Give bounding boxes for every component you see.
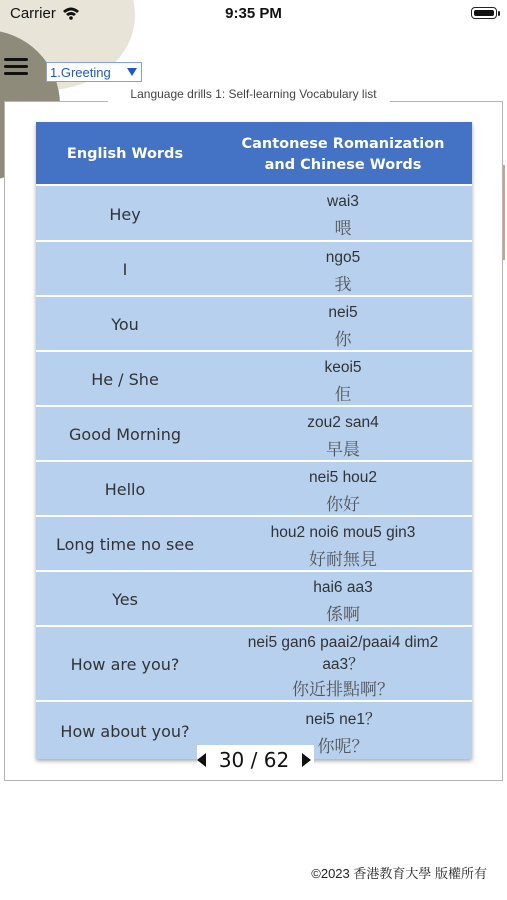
carrier-label: Carrier <box>10 5 56 22</box>
chinese-word: 你呢？ <box>317 737 369 756</box>
chinese-word: 好耐無見 <box>309 550 377 569</box>
chinese-word: 你近排點啊？ <box>292 680 394 699</box>
table-row <box>36 625 472 700</box>
lesson-select[interactable] <box>46 62 142 82</box>
battery-icon <box>471 7 497 19</box>
chinese-word: 你好 <box>326 495 360 514</box>
column-header-line: Cantonese Romanization <box>241 136 445 152</box>
chinese-word: 你 <box>334 330 352 349</box>
hamburger-menu-icon[interactable] <box>4 58 28 78</box>
romanization: hai6 aa3 <box>313 579 373 596</box>
chinese-word: 係啊 <box>326 605 360 624</box>
clock: 9:35 PM <box>225 5 282 22</box>
english-word: Good Morning <box>69 425 181 444</box>
column-header-english: English Words <box>66 146 184 162</box>
pager <box>197 745 314 775</box>
prev-page-icon[interactable] <box>197 753 206 767</box>
table-row <box>36 240 472 295</box>
romanization: hou2 noi6 mou5 gin3 <box>270 524 416 541</box>
table-row <box>36 515 472 570</box>
table-row <box>36 350 472 405</box>
table-row <box>36 460 472 515</box>
lesson-select-value: 1.Greeting <box>50 65 111 80</box>
english-word: Hello <box>104 480 146 499</box>
status-bar <box>0 0 507 28</box>
romanization: aa3？ <box>322 656 364 673</box>
table-row <box>36 405 472 460</box>
copyright-footer: ©2023 香港教育大學 版權所有 <box>311 866 487 881</box>
romanization: nei5 gan6 paai2/paai4 dim2 <box>247 634 439 651</box>
romanization: nei5 hou2 <box>308 469 378 486</box>
dropdown-arrow-icon <box>127 68 137 76</box>
english-word: He / She <box>91 370 159 389</box>
vocabulary-table[interactable] <box>36 122 472 759</box>
table-header <box>36 122 472 184</box>
battery-tip <box>498 11 500 16</box>
table-row <box>36 570 472 625</box>
english-word: Long time no see <box>55 535 195 554</box>
english-word: You <box>111 315 139 334</box>
table-row <box>36 184 472 240</box>
page-title: Language drills 1: Self-learning Vocabulary list <box>130 87 377 101</box>
romanization: wai3 <box>327 193 359 210</box>
romanization: keoi5 <box>324 359 362 376</box>
column-header-cantonese <box>214 134 472 176</box>
chinese-word: 早晨 <box>326 440 360 459</box>
column-header-line: and Chinese Words <box>264 157 422 173</box>
romanization: zou2 san4 <box>307 414 379 431</box>
chinese-word: 佢 <box>334 385 352 404</box>
chinese-word: 喂 <box>334 219 352 238</box>
english-word: Hey <box>109 205 141 224</box>
romanization: nei5 <box>328 304 358 321</box>
chinese-word: 我 <box>334 275 352 294</box>
english-word: Yes <box>112 590 138 609</box>
english-word: How are you? <box>70 655 180 674</box>
page-indicator: 30 / 62 <box>218 748 290 772</box>
romanization: ngo5 <box>325 249 361 266</box>
table-row <box>36 295 472 350</box>
next-page-icon[interactable] <box>302 753 311 767</box>
english-word: I <box>122 260 128 279</box>
english-word: How about you? <box>60 722 190 741</box>
romanization: nei5 ne1？ <box>305 711 381 728</box>
